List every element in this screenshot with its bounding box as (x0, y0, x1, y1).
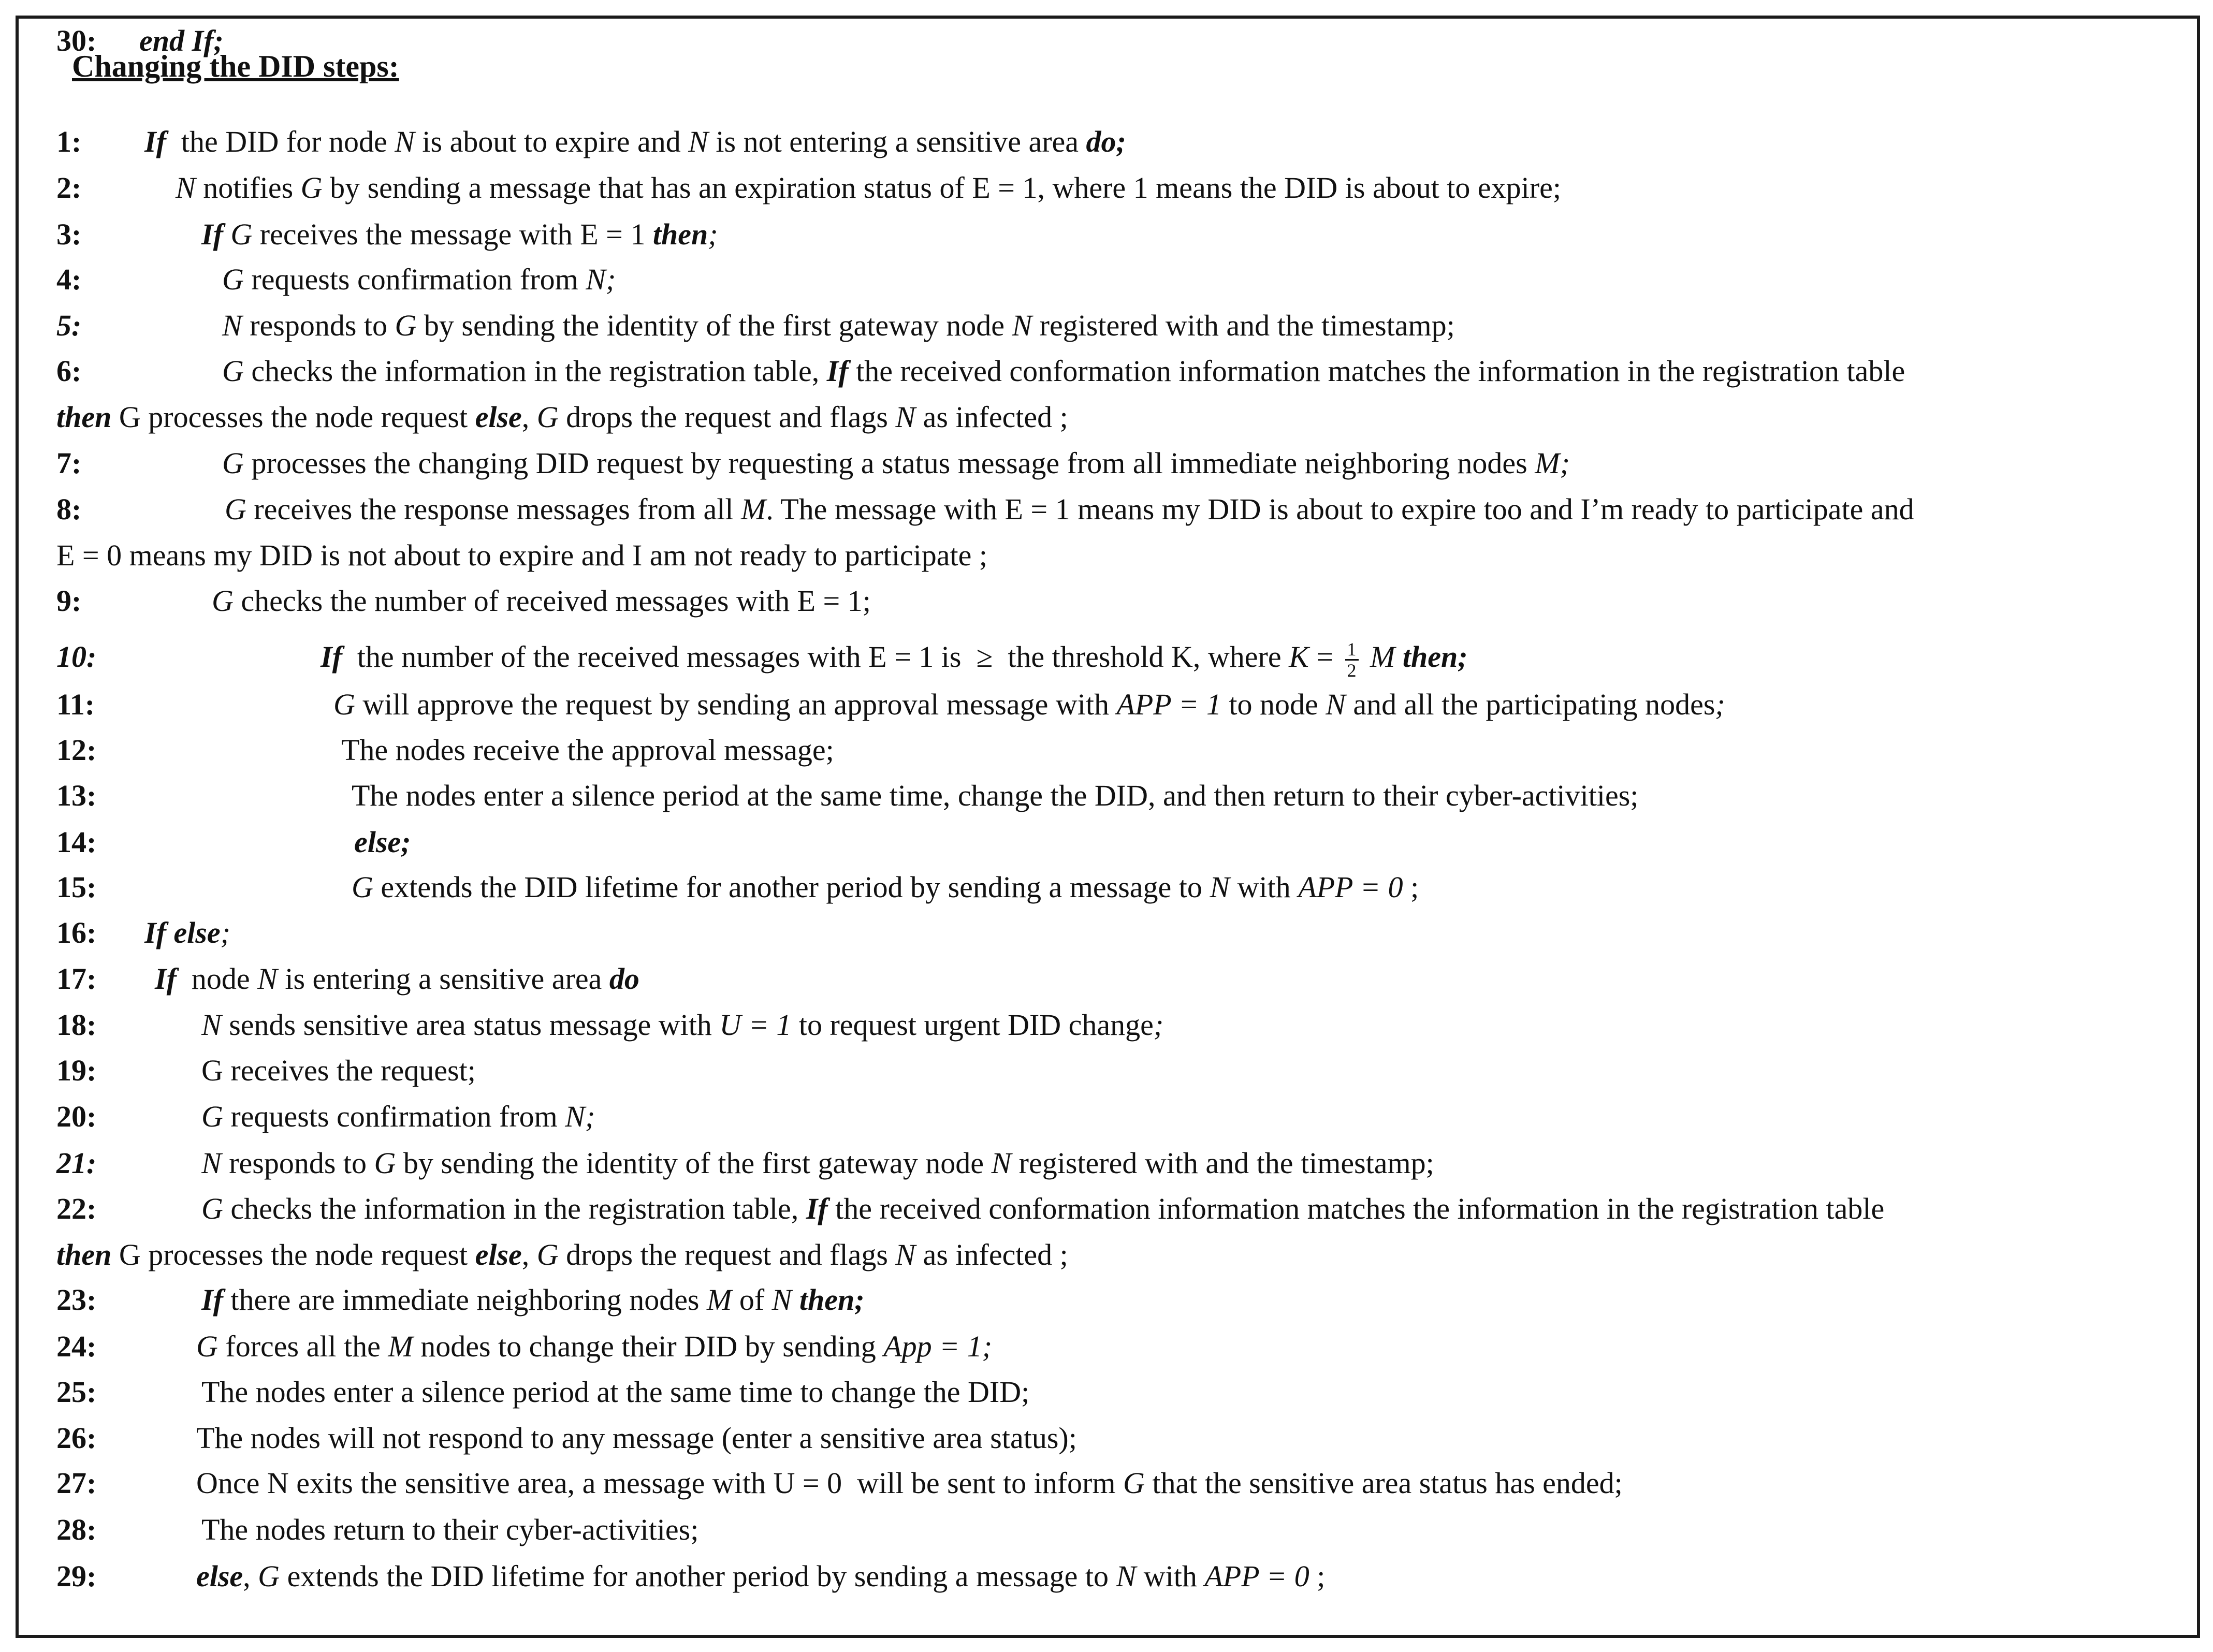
step-line (56, 1094, 595, 1139)
keyword: else; (354, 825, 411, 859)
step-text (56, 1238, 1068, 1271)
keyword: If (826, 354, 849, 388)
text-segment: processes the changing DID request by requesting a status message from all immediate neighboring nodes (243, 446, 1535, 480)
text-segment: , (243, 1559, 258, 1593)
text-segment: by sending a message that has an expiration status of E = 1, where 1 means the DID is about to expire; (322, 171, 1561, 204)
text-segment: The nodes will not respond to any message (enter a sensitive area status); (196, 1421, 1077, 1455)
keyword: If (321, 640, 342, 674)
step-line (56, 349, 1905, 393)
variable: N (176, 171, 196, 204)
text-segment: , (521, 400, 537, 434)
text-segment: as infected ; (915, 400, 1068, 434)
step-text (352, 779, 1638, 812)
step-number: 9: (56, 584, 82, 618)
text-segment: the received conformation information matches the information in the registration table (848, 354, 1905, 388)
step-line (56, 257, 616, 302)
step-line (56, 1048, 476, 1093)
step-line (56, 1324, 992, 1369)
text-segment: G processes the node request (111, 400, 475, 434)
variable: G (536, 400, 559, 434)
step-text (201, 217, 718, 251)
step-number: 30: (56, 24, 97, 57)
text-segment: the received conformation information matches the information in the registration table (827, 1192, 1885, 1225)
text-segment: is entering a sensitive area (277, 962, 609, 996)
step-number: 24: (56, 1329, 97, 1363)
step-text (321, 639, 1468, 681)
step-line (56, 212, 718, 257)
step-text (155, 962, 639, 996)
step-text (354, 825, 411, 859)
variable: N (688, 125, 708, 158)
step-text (222, 262, 616, 296)
step-number: 6: (56, 354, 82, 388)
keyword: If else (144, 916, 221, 949)
step-text (222, 309, 1455, 342)
text-segment: Once N exits the sensitive area, a message with U = 0 will be sent to inform (196, 1466, 1123, 1500)
step-text (333, 688, 1725, 721)
variable: N (771, 1283, 792, 1317)
step-number: 19: (56, 1054, 97, 1087)
step-number: 16: (56, 916, 97, 949)
variable: G (1123, 1466, 1145, 1500)
text-segment: , (521, 1238, 537, 1271)
step-continuation-line (56, 533, 987, 578)
step-number: 28: (56, 1513, 97, 1546)
step-line (56, 1141, 1434, 1186)
step-line (56, 19, 224, 63)
keyword: then (652, 217, 708, 251)
step-line (56, 1554, 1325, 1599)
step-number: 4: (56, 262, 82, 296)
keyword: then (56, 1238, 112, 1271)
step-line (56, 1370, 1029, 1414)
step-text (144, 916, 230, 949)
step-line (56, 682, 1725, 727)
variable: N (257, 962, 278, 996)
text-segment: responds to (242, 309, 395, 342)
variable: N (895, 400, 916, 434)
text-segment: checks the information in the registration table, (223, 1192, 806, 1225)
variable: G (201, 1100, 223, 1133)
variable: M (388, 1329, 413, 1363)
keyword: then; (1395, 640, 1468, 674)
keyword: else (475, 1238, 522, 1271)
step-number: 23: (56, 1283, 97, 1317)
step-number: 13: (56, 779, 97, 812)
variable: M (740, 492, 766, 526)
variable: N (895, 1238, 916, 1271)
step-line (56, 120, 1126, 164)
step-number: 17: (56, 962, 97, 996)
text-segment: that the sensitive area status has ended; (1144, 1466, 1623, 1500)
text-segment: drops the request and flags (558, 1238, 896, 1271)
step-number: 5: (56, 309, 82, 342)
text-segment: node (176, 962, 258, 996)
variable: G (258, 1559, 280, 1593)
variable: APP = 0 (1298, 870, 1403, 904)
text-segment: The nodes enter a silence period at the same time to change the DID; (201, 1375, 1030, 1409)
step-number: 21: (56, 1146, 97, 1180)
variable: N; (586, 262, 616, 296)
step-number: 18: (56, 1008, 97, 1042)
step-text (341, 733, 834, 767)
keyword: If (155, 962, 177, 996)
text-segment: registered with and the timestamp; (1011, 1146, 1434, 1180)
keyword: else (196, 1559, 243, 1593)
step-text (225, 492, 1914, 526)
step-line (56, 579, 871, 623)
text-segment: is about to expire and (414, 125, 689, 158)
text-segment: G processes the node request (111, 1238, 475, 1271)
text-segment: as infected ; (915, 1238, 1068, 1271)
variable: N (201, 1146, 222, 1180)
variable: G (222, 354, 244, 388)
step-text (139, 24, 224, 57)
step-text (222, 446, 1570, 480)
text-segment: responds to (221, 1146, 374, 1180)
variable: ; (1153, 1008, 1164, 1042)
step-text (201, 1283, 865, 1317)
variable: G (536, 1238, 559, 1271)
variable: K (1289, 640, 1309, 674)
text-segment: registered with and the timestamp; (1032, 309, 1455, 342)
text-segment: the DID for node (166, 125, 395, 158)
keyword: then (56, 400, 112, 434)
variable: M (707, 1283, 732, 1317)
step-text (201, 1100, 595, 1133)
text-segment: to node (1221, 688, 1326, 721)
step-line (56, 166, 1561, 210)
step-number: 29: (56, 1559, 97, 1593)
step-number: 8: (56, 492, 82, 526)
text-segment: E = 0 means my DID is not about to expire and I am not ready to participate ; (56, 538, 987, 572)
text-segment: there are immediate neighboring nodes (223, 1283, 707, 1317)
text-segment: of (732, 1283, 772, 1317)
step-text (56, 538, 987, 572)
text-segment: forces all the (217, 1329, 388, 1363)
step-number: 25: (56, 1375, 97, 1409)
algorithm-title: Changing the DID steps: (72, 49, 399, 83)
text-segment: checks the information in the registration table, (243, 354, 827, 388)
step-text (144, 125, 1126, 158)
variable: G (395, 309, 417, 342)
step-continuation-line (56, 395, 1068, 440)
step-text (56, 400, 1068, 434)
step-line (56, 1003, 1163, 1047)
step-text (201, 1054, 476, 1087)
step-text (176, 171, 1561, 204)
text-segment: . The message with E = 1 means my DID is about to expire too and I’m ready to participate and (766, 492, 1914, 526)
step-text (201, 1513, 698, 1546)
text-segment: by sending the identity of the first gateway node (396, 1146, 992, 1180)
variable: N (1326, 688, 1346, 721)
keyword: do (609, 962, 639, 996)
step-text (212, 584, 871, 618)
variable: G (300, 171, 323, 204)
text-segment: extends the DID lifetime for another period by sending a message to (280, 1559, 1116, 1593)
variable: APP = 1 (1116, 688, 1221, 721)
variable: N (201, 1008, 222, 1042)
step-text (222, 354, 1905, 388)
text-segment: The nodes enter a silence period at the same time, change the DID, and then return to their cyber-activities; (352, 779, 1639, 812)
step-line (56, 1508, 698, 1552)
fraction-denominator: 2 (1347, 660, 1357, 681)
keyword: If (201, 1283, 223, 1317)
step-text (196, 1559, 1325, 1593)
variable: ; (1715, 688, 1725, 721)
variable: G (201, 1192, 223, 1225)
text-segment: nodes to change their DID by sending (413, 1329, 884, 1363)
step-number: 14: (56, 825, 97, 859)
variable: G (225, 492, 246, 526)
step-number: 10: (56, 640, 97, 674)
step-line (56, 820, 411, 865)
step-text (201, 1375, 1029, 1409)
text-segment: with (1136, 1559, 1205, 1593)
variable: G (196, 1329, 218, 1363)
step-number: 11: (56, 688, 95, 721)
step-text (201, 1192, 1884, 1225)
step-number: 26: (56, 1421, 97, 1455)
keyword: else (475, 400, 522, 434)
variable: U = 1 (719, 1008, 792, 1042)
variable: N (1116, 1559, 1137, 1593)
keyword: end If; (139, 24, 224, 57)
variable: G (222, 446, 244, 480)
text-segment: requests confirmation from (243, 262, 586, 296)
step-number: 7: (56, 446, 82, 480)
step-number: 1: (56, 125, 82, 158)
variable: App = 1; (883, 1329, 993, 1363)
step-text (352, 870, 1419, 904)
variable: ; (220, 916, 230, 949)
step-line (56, 1278, 865, 1322)
step-number: 27: (56, 1466, 97, 1500)
variable: N (991, 1146, 1012, 1180)
step-line (56, 1187, 1884, 1231)
text-segment: requests confirmation from (223, 1100, 565, 1133)
variable: N (395, 125, 415, 158)
fraction-numerator: 1 (1345, 639, 1359, 661)
text-segment: The nodes return to their cyber-activities; (201, 1513, 699, 1546)
variable: G (374, 1146, 396, 1180)
text-segment: = (1308, 640, 1341, 674)
step-line (56, 911, 230, 955)
text-segment: the number of the received messages with E = 1 is ≥ the threshold K, where (342, 640, 1289, 674)
step-continuation-line (56, 1233, 1068, 1277)
text-segment: sends sensitive area status message with (221, 1008, 720, 1042)
variable: G (333, 688, 355, 721)
step-number: 15: (56, 870, 97, 904)
step-line (56, 728, 834, 772)
step-line (56, 957, 639, 1001)
step-line (56, 487, 1914, 532)
variable: G (230, 217, 253, 251)
keyword: If (806, 1192, 828, 1225)
variable: M (1362, 640, 1395, 674)
step-number: 20: (56, 1100, 97, 1133)
text-segment: is not entering a sensitive area (708, 125, 1086, 158)
text-segment: notifies (195, 171, 301, 204)
step-line (56, 303, 1455, 348)
text-segment: and all the participating nodes (1345, 688, 1715, 721)
keyword: If (201, 217, 223, 251)
text-segment: receives the response messages from all (246, 492, 741, 526)
step-line (56, 773, 1638, 818)
text-segment: G receives the request; (201, 1054, 476, 1087)
text-segment: by sending the identity of the first gateway node (416, 309, 1012, 342)
variable: ; (708, 217, 718, 251)
fraction (1345, 639, 1359, 680)
step-number: 12: (56, 733, 97, 767)
step-text (196, 1329, 992, 1363)
step-line (56, 635, 1468, 679)
step-line (56, 1461, 1623, 1505)
step-text (196, 1466, 1623, 1500)
variable: N (222, 309, 242, 342)
variable: M; (1535, 446, 1570, 480)
variable: APP = 0 (1204, 1559, 1309, 1593)
step-text (196, 1421, 1077, 1455)
text-segment: ; (1309, 1559, 1326, 1593)
variable: G (212, 584, 234, 618)
text-segment: drops the request and flags (558, 400, 896, 434)
step-line (56, 441, 1570, 486)
variable: G (222, 262, 244, 296)
step-text (201, 1008, 1163, 1042)
text-segment: receives the message with E = 1 (252, 217, 653, 251)
text-segment: ; (1403, 870, 1419, 904)
text-segment: will approve the request by sending an approval message with (355, 688, 1117, 721)
text-segment: checks the number of received messages with E = 1; (233, 584, 871, 618)
step-line (56, 1416, 1077, 1460)
algorithm-box (16, 16, 2200, 1638)
variable: N (1210, 870, 1230, 904)
text-segment: The nodes receive the approval message; (341, 733, 834, 767)
keyword: do; (1086, 125, 1126, 158)
step-line (56, 865, 1419, 910)
keyword: then; (792, 1283, 865, 1317)
variable: N (1012, 309, 1032, 342)
step-number: 2: (56, 171, 82, 204)
variable: G (352, 870, 373, 904)
step-number: 3: (56, 217, 82, 251)
text-segment: to request urgent DID change (791, 1008, 1154, 1042)
step-text (201, 1146, 1434, 1180)
variable: N; (565, 1100, 595, 1133)
keyword: If (144, 125, 166, 158)
text-segment: with (1230, 870, 1299, 904)
step-number: 22: (56, 1192, 97, 1225)
text-segment: extends the DID lifetime for another period by sending a message to (373, 870, 1210, 904)
text-segment (223, 217, 231, 251)
